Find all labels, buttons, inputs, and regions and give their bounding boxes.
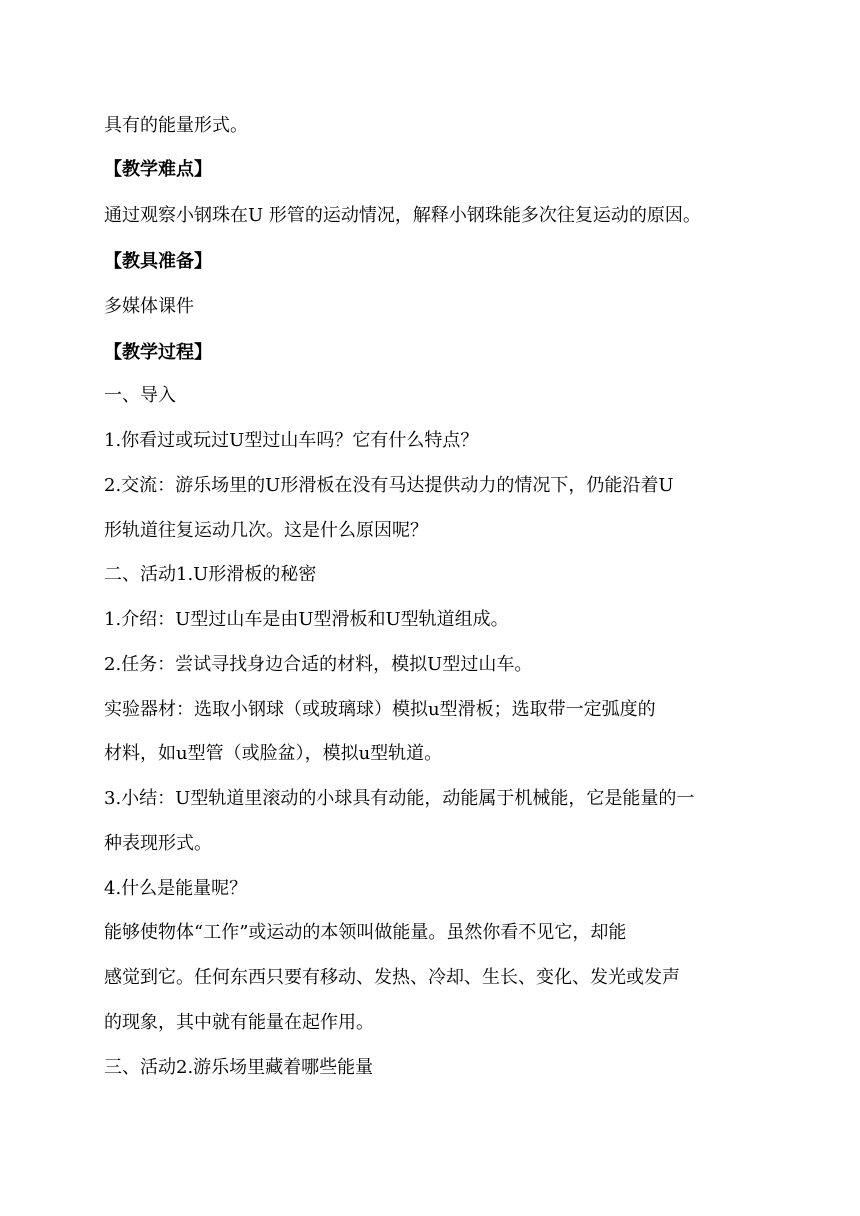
text-line: 3.小结：U型轨道里滚动的小球具有动能，动能属于机械能，它是能量的一 — [104, 788, 695, 809]
text-line: 具有的能量形式。 — [104, 115, 248, 136]
text-line: 种表现形式。 — [104, 833, 212, 854]
section-heading-teaching-process: 【教学过程】 — [104, 342, 212, 363]
text-line: 通过观察小钢珠在U 形管的运动情况，解释小钢珠能多次往复运动的原因。 — [104, 205, 701, 226]
text-line: 实验器材：选取小钢球（或玻璃球）模拟u型滑板；选取带一定弧度的 — [104, 699, 656, 720]
text-line: 1.介绍：U型过山车是由U型滑板和U型轨道组成。 — [104, 609, 509, 630]
text-line: 的现象，其中就有能量在起作用。 — [104, 1012, 374, 1033]
subsection-heading: 三、活动2.游乐场里藏着哪些能量 — [104, 1057, 374, 1078]
text-line: 2.任务：尝试寻找身边合适的材料，模拟U型过山车。 — [104, 654, 533, 675]
text-line: 1.你看过或玩过U型过山车吗？它有什么特点？ — [104, 430, 479, 451]
subsection-heading: 二、活动1.U形滑板的秘密 — [104, 564, 317, 585]
text-line: 感觉到它。任何东西只要有移动、发热、冷却、生长、变化、发光或发声 — [104, 967, 680, 988]
text-line: 多媒体课件 — [104, 296, 194, 317]
text-line: 形轨道往复运动几次。这是什么原因呢？ — [104, 520, 428, 541]
subsection-heading: 一、导入 — [104, 385, 176, 406]
text-line: 2.交流：游乐场里的U形滑板在没有马达提供动力的情况下，仍能沿着U — [104, 475, 674, 496]
section-heading-teaching-difficulty: 【教学难点】 — [104, 159, 212, 180]
text-line: 材料，如u型管（或脸盆），模拟u型轨道。 — [104, 743, 443, 764]
text-line: 能够使物体“工作”或运动的本领叫做能量。虽然你看不见它，却能 — [104, 922, 627, 943]
section-heading-teaching-aids: 【教具准备】 — [104, 251, 212, 272]
text-line: 4.什么是能量呢？ — [104, 878, 248, 899]
